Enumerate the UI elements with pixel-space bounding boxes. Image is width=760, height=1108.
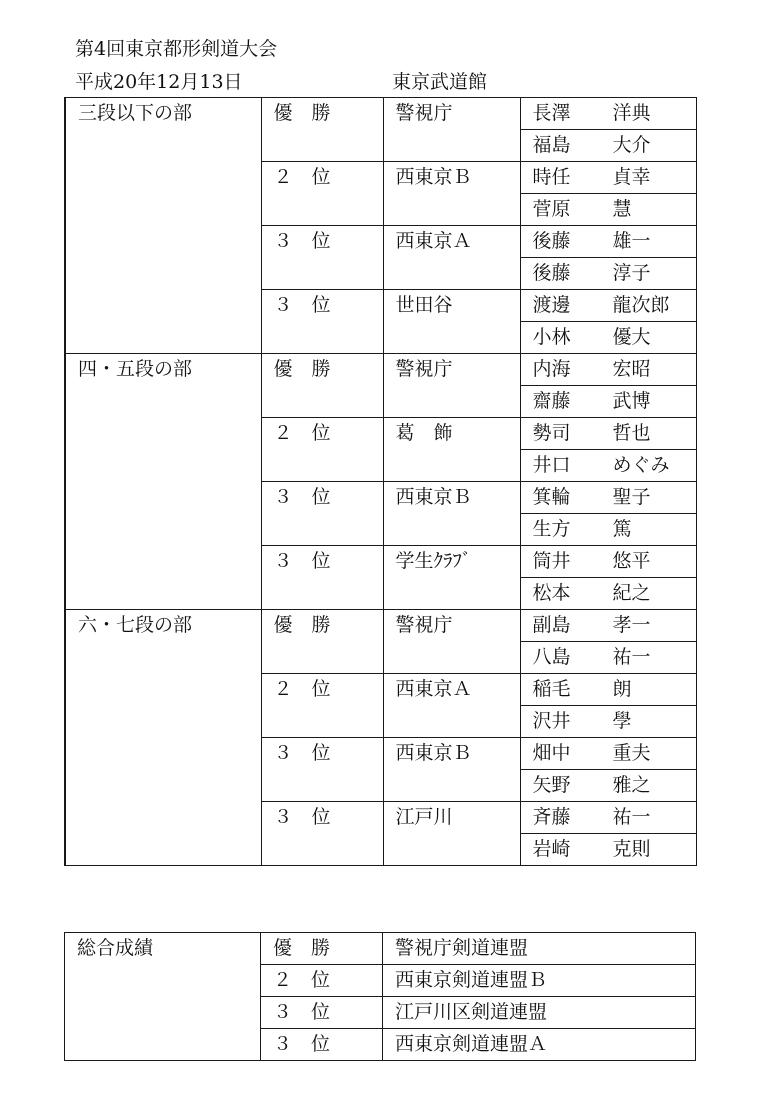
place-text: ３ 位 bbox=[273, 486, 331, 508]
member-given-name: 大介 bbox=[612, 134, 651, 156]
member-given-name: 雅之 bbox=[612, 774, 651, 796]
team-name: 警視庁剣道連盟 bbox=[383, 933, 696, 965]
place-text: ３ 位 bbox=[273, 230, 331, 252]
member-name bbox=[520, 322, 696, 354]
place-label bbox=[261, 418, 383, 482]
team-name: 西東京Ａ bbox=[383, 674, 520, 738]
place-label: 優 勝 bbox=[261, 933, 383, 965]
member-given-name: 哲也 bbox=[612, 422, 651, 444]
place-text: ３ 位 bbox=[273, 806, 331, 828]
place-label: ３ 位 bbox=[261, 997, 383, 1029]
member-given-name: 慧 bbox=[612, 198, 632, 220]
member-surname: 長澤 bbox=[532, 102, 571, 124]
place-text: 優 勝 bbox=[273, 614, 331, 636]
team-name: 西東京Ｂ bbox=[383, 482, 520, 546]
member-given-name: 克則 bbox=[612, 838, 651, 860]
member-name bbox=[520, 98, 696, 130]
place-label bbox=[261, 802, 383, 866]
team-name: 警視庁 bbox=[383, 610, 520, 674]
place-label bbox=[261, 610, 383, 674]
team-name: 西東京Ｂ bbox=[383, 738, 520, 802]
place-text: ３ 位 bbox=[273, 550, 331, 572]
member-name bbox=[520, 482, 696, 514]
team-name: 警視庁 bbox=[383, 98, 520, 162]
place-label bbox=[261, 162, 383, 226]
table-row bbox=[65, 354, 696, 386]
member-given-name: 紀之 bbox=[612, 582, 651, 604]
member-given-name: 悠平 bbox=[612, 550, 651, 572]
overall-label: 総合成績 bbox=[65, 933, 261, 1061]
overall-results-table bbox=[64, 932, 696, 1061]
member-surname: 小林 bbox=[532, 326, 571, 348]
event-date: 平成20年12月13日 bbox=[75, 71, 243, 93]
member-name bbox=[520, 418, 696, 450]
member-name bbox=[520, 130, 696, 162]
place-text: ２ 位 bbox=[273, 422, 331, 444]
place-text: ３ 位 bbox=[273, 742, 331, 764]
member-name bbox=[520, 514, 696, 546]
team-name: 江戸川 bbox=[383, 802, 520, 866]
member-surname: 副島 bbox=[532, 614, 571, 636]
team-name: 世田谷 bbox=[383, 290, 520, 354]
team-name: 西東京剣道連盟Ａ bbox=[383, 1029, 696, 1061]
division-name: 三段以下の部 bbox=[65, 98, 261, 354]
team-name: 西東京Ａ bbox=[383, 226, 520, 290]
place-label bbox=[261, 226, 383, 290]
member-given-name: めぐみ bbox=[612, 454, 670, 476]
member-surname: 筒井 bbox=[532, 550, 571, 572]
place-label bbox=[261, 98, 383, 162]
place-label bbox=[261, 354, 383, 418]
member-surname: 沢井 bbox=[532, 710, 571, 732]
member-given-name: 祐一 bbox=[612, 646, 651, 668]
member-surname: 松本 bbox=[532, 582, 571, 604]
team-name: 学生ｸﾗﾌﾞ bbox=[383, 546, 520, 610]
member-surname: 畑中 bbox=[532, 742, 571, 764]
member-surname: 菅原 bbox=[532, 198, 571, 220]
member-given-name: 學 bbox=[612, 710, 632, 732]
member-surname: 福島 bbox=[532, 134, 571, 156]
team-name: 警視庁 bbox=[383, 354, 520, 418]
place-label bbox=[261, 290, 383, 354]
member-surname: 井口 bbox=[532, 454, 571, 476]
member-given-name: 孝一 bbox=[612, 614, 651, 636]
team-name: 葛 飾 bbox=[383, 418, 520, 482]
place-label bbox=[261, 738, 383, 802]
member-surname: 後藤 bbox=[532, 230, 571, 252]
member-name bbox=[520, 354, 696, 386]
member-given-name: 聖子 bbox=[612, 486, 651, 508]
member-given-name: 洋典 bbox=[612, 102, 651, 124]
place-label bbox=[261, 546, 383, 610]
member-given-name: 雄一 bbox=[612, 230, 651, 252]
member-surname: 勢司 bbox=[532, 422, 571, 444]
table-row bbox=[65, 98, 696, 130]
table-row bbox=[65, 933, 696, 965]
member-name bbox=[520, 546, 696, 578]
event-venue: 東京武道館 bbox=[392, 71, 488, 93]
member-name bbox=[520, 802, 696, 834]
member-given-name: 篤 bbox=[612, 518, 632, 540]
division-name: 六・七段の部 bbox=[65, 610, 261, 866]
place-text: ２ 位 bbox=[273, 678, 331, 700]
member-given-name: 淳子 bbox=[612, 262, 651, 284]
member-surname: 斉藤 bbox=[532, 806, 571, 828]
place-text: 優 勝 bbox=[273, 358, 331, 380]
member-name bbox=[520, 290, 696, 322]
member-name bbox=[520, 258, 696, 290]
member-given-name: 祐一 bbox=[612, 806, 651, 828]
member-name bbox=[520, 674, 696, 706]
member-given-name: 貞幸 bbox=[612, 166, 651, 188]
member-name bbox=[520, 738, 696, 770]
place-text: ３ 位 bbox=[273, 294, 331, 316]
member-surname: 齋藤 bbox=[532, 390, 571, 412]
member-surname: 箕輪 bbox=[532, 486, 571, 508]
member-name bbox=[520, 578, 696, 610]
member-name bbox=[520, 706, 696, 738]
member-surname: 稲毛 bbox=[532, 678, 571, 700]
member-name bbox=[520, 194, 696, 226]
member-surname: 矢野 bbox=[532, 774, 571, 796]
place-text: ２ 位 bbox=[273, 166, 331, 188]
team-name: 江戸川区剣道連盟 bbox=[383, 997, 696, 1029]
member-surname: 後藤 bbox=[532, 262, 571, 284]
member-surname: 岩崎 bbox=[532, 838, 571, 860]
member-name bbox=[520, 642, 696, 674]
member-given-name: 朗 bbox=[612, 678, 632, 700]
member-surname: 渡邊 bbox=[532, 294, 571, 316]
member-given-name: 武博 bbox=[612, 390, 651, 412]
member-surname: 八島 bbox=[532, 646, 571, 668]
page-title: 第4回東京都形剣道大会 bbox=[75, 38, 278, 60]
place-label: ２ 位 bbox=[261, 965, 383, 997]
member-name bbox=[520, 834, 696, 866]
division-results-table bbox=[64, 97, 697, 866]
member-surname: 内海 bbox=[532, 358, 571, 380]
team-name: 西東京Ｂ bbox=[383, 162, 520, 226]
place-label bbox=[261, 674, 383, 738]
table-row bbox=[65, 610, 696, 642]
member-given-name: 優大 bbox=[612, 326, 651, 348]
division-name: 四・五段の部 bbox=[65, 354, 261, 610]
member-given-name: 宏昭 bbox=[612, 358, 651, 380]
member-name bbox=[520, 162, 696, 194]
member-name bbox=[520, 386, 696, 418]
member-surname: 生方 bbox=[532, 518, 571, 540]
team-name: 西東京剣道連盟Ｂ bbox=[383, 965, 696, 997]
member-name bbox=[520, 610, 696, 642]
place-text: 優 勝 bbox=[273, 102, 331, 124]
member-given-name: 龍次郎 bbox=[612, 294, 670, 316]
place-label bbox=[261, 482, 383, 546]
member-surname: 時任 bbox=[532, 166, 571, 188]
member-name bbox=[520, 770, 696, 802]
member-name bbox=[520, 450, 696, 482]
place-label: ３ 位 bbox=[261, 1029, 383, 1061]
member-given-name: 重夫 bbox=[612, 742, 651, 764]
member-name bbox=[520, 226, 696, 258]
